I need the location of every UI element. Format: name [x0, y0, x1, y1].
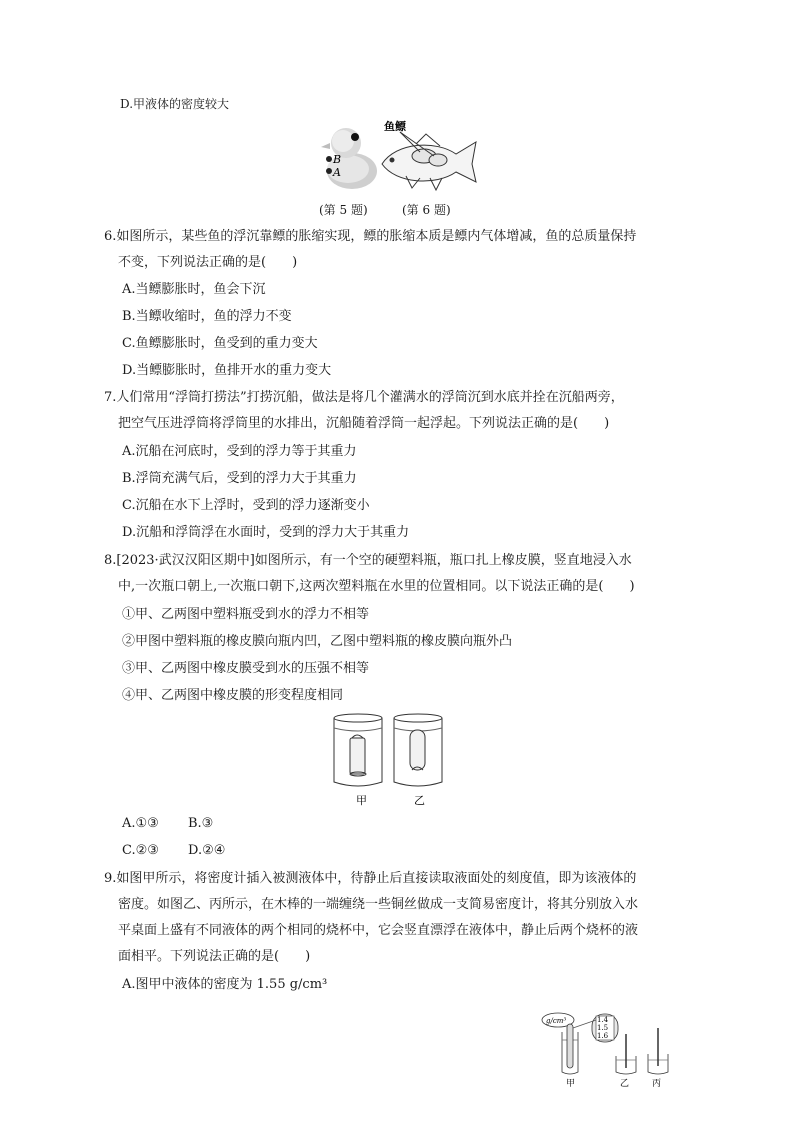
point-a-label: A	[333, 166, 341, 179]
point-b-label: B	[333, 153, 342, 166]
q8-stem-line2: 中,一次瓶口朝上,一次瓶口朝下,这两次塑料瓶在水里的位置相同。以下说法正确的是( )	[118, 579, 635, 594]
q9-stem-line4: 面相平。下列说法正确的是( )	[118, 949, 311, 964]
q5-option-d: D.甲液体的密度较大	[120, 97, 230, 111]
scale-magnifier	[592, 1014, 618, 1042]
hydrometer-figure	[540, 1010, 680, 1090]
q6-option-a: A.当鳔膨胀时，鱼会下沉	[122, 282, 266, 297]
fig8-label-jia: 甲	[356, 794, 367, 807]
q6-stem-line2: 不变，下列说法正确的是( )	[118, 255, 298, 270]
q9-stem-line3: 平桌面上盛有不同液体的两个相同的烧杯中，它会竖直漂浮在液体中，静止后两个烧杯的液	[118, 923, 639, 938]
scale-1-5: 1.5	[597, 1024, 609, 1032]
q9-stem-line1: 9.如图甲所示，将密度计插入被测液体中，待静止后直接读取液面处的刻度值，即为该液体的	[104, 871, 637, 886]
q9-stem-line2: 密度。如图乙、丙所示，在木棒的一端缠绕一些铜丝做成一支简易密度计，将其分别放入水	[118, 897, 639, 912]
q8-statement-2: ②甲图中塑料瓶的橡皮膜向瓶内凹，乙图中塑料瓶的橡皮膜向瓶外凸	[122, 634, 513, 649]
q8-statement-1: ①甲、乙两图中塑料瓶受到水的浮力不相等	[122, 607, 370, 622]
caption-q6: (第 6 题)	[402, 203, 451, 217]
q9-option-a: A.图甲中液体的密度为 1.55 g/cm³	[122, 977, 328, 992]
q6-option-d: D.当鳔膨胀时，鱼排开水的重力变大	[122, 363, 332, 378]
q6-option-c: C.鱼鳔膨胀时，鱼受到的重力变大	[122, 336, 318, 351]
beaker-yi	[394, 714, 442, 786]
fig9-label-jia: 甲	[566, 1079, 576, 1089]
bottle-beakers-figure	[330, 712, 446, 808]
q7-stem-line2: 把空气压进浮筒将浮筒里的水排出，沉船随着浮筒一起浮起。下列说法正确的是( )	[118, 416, 610, 431]
q7-option-a: A.沉船在河底时，受到的浮力等于其重力	[122, 444, 357, 459]
fig9-label-bing: 丙	[652, 1079, 662, 1089]
q6-option-b: B.当鳔收缩时，鱼的浮力不变	[122, 309, 292, 324]
cylinder-jia	[562, 1020, 596, 1074]
q7-option-c: C.沉船在水下上浮时，受到的浮力逐渐变小	[122, 498, 370, 513]
q7-option-d: D.沉船和浮筒浮在水面时，受到的浮力大于其重力	[122, 525, 410, 540]
swim-bladder-label: 鱼鳔	[384, 120, 406, 133]
scale-1-6: 1.6	[597, 1032, 609, 1040]
duck-illustration	[321, 128, 377, 189]
scale-1-4: 1.4	[597, 1016, 609, 1024]
q8-option-c: C.②③	[122, 843, 159, 858]
fig8-label-yi: 乙	[414, 794, 425, 807]
beaker-yi-small	[616, 1034, 636, 1074]
unit-label: g/cm³	[546, 1017, 567, 1025]
fig9-label-yi: 乙	[620, 1079, 630, 1089]
q8-option-a: A.①③	[122, 816, 159, 831]
q8-stem-line1: 8.[2023·武汉汉阳区期中]如图所示，有一个空的硬塑料瓶，瓶口扎上橡皮膜，竖直地浸入水	[104, 553, 632, 568]
q6-stem-line1: 6.如图所示，某些鱼的浮沉靠鳔的胀缩实现，鳔的胀缩本质是鳔内气体增减，鱼的总质量保持	[104, 229, 637, 244]
q8-statement-4: ④甲、乙两图中橡皮膜的形变程度相同	[122, 688, 344, 703]
fish-illustration	[382, 132, 476, 190]
q7-option-b: B.浮筒充满气后，受到的浮力大于其重力	[122, 471, 357, 486]
caption-q5: (第 5 题)	[319, 203, 368, 217]
beaker-bing-small	[648, 1028, 668, 1074]
duck-figure	[318, 123, 378, 193]
fish-figure	[376, 118, 480, 196]
beaker-jia	[334, 714, 382, 786]
q8-option-b: B.③	[188, 816, 214, 831]
q8-option-d: D.②④	[188, 843, 226, 858]
q8-statement-3: ③甲、乙两图中橡皮膜受到水的压强不相等	[122, 661, 370, 676]
q7-stem-line1: 7.人们常用“浮筒打捞法”打捞沉船，做法是将几个灌满水的浮筒沉到水底并拴在沉船两旁，	[104, 390, 624, 405]
